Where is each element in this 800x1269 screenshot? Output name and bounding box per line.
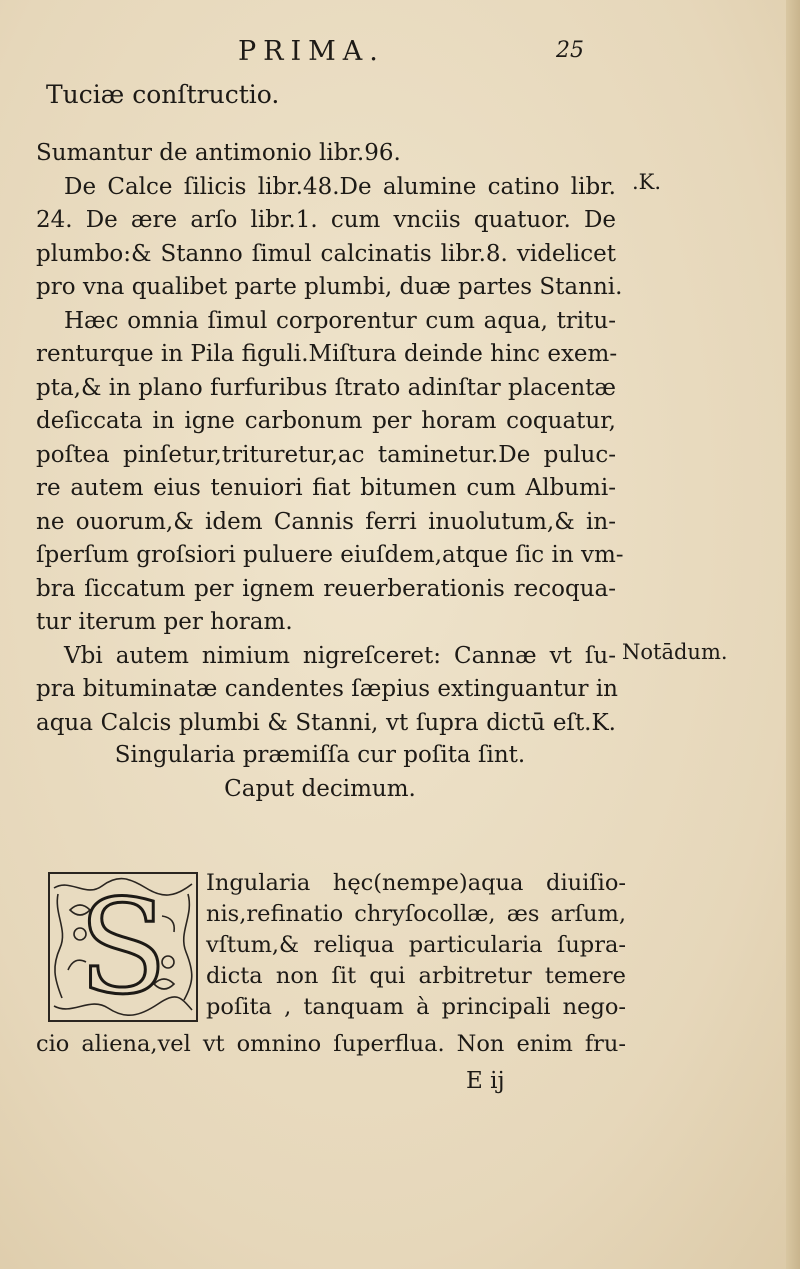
running-head: PRIMA. bbox=[238, 36, 385, 67]
margin-note-k: .K. bbox=[632, 170, 662, 194]
text-line: re autem eius tenuiori fiat bitumen cum Albumi- bbox=[36, 475, 616, 501]
ornament-vine-icon bbox=[50, 874, 196, 1020]
text-line: aqua Calcis plumbi & Stanni, vt ſupra dictū eſt.K. bbox=[36, 709, 616, 736]
text-line: deſiccata in igne carbonum per horam coquatur, bbox=[36, 408, 616, 434]
paragraph-1 bbox=[36, 137, 624, 740]
page-header bbox=[0, 36, 800, 70]
text-line: Vbi autem nimium nigreſceret: Cannæ vt ſu- bbox=[64, 642, 616, 669]
chapter-heading-number: Caput decimum. bbox=[224, 776, 416, 802]
text-line: De Calce ſilicis libr.48.De alumine catino libr. bbox=[64, 173, 616, 200]
page-edge bbox=[786, 0, 800, 1269]
text-line: poſita , tanquam à principali nego- bbox=[206, 994, 626, 1020]
signature-mark: E ij bbox=[466, 1068, 505, 1094]
margin-note-notandum: Notādum. bbox=[622, 640, 728, 664]
text-line: bra ſiccatum per ignem reuerberationis recoqua- bbox=[36, 575, 616, 602]
text-line: plumbo:& Stanno ſimul calcinatis libr.8. videlicet bbox=[36, 240, 616, 267]
text-line: vſtum,& reliqua particularia ſupra- bbox=[206, 932, 626, 958]
section-title: Tuciæ conſtructio. bbox=[46, 80, 280, 109]
page-number: 25 bbox=[556, 38, 584, 63]
text-line: tur iterum per horam. bbox=[36, 609, 293, 635]
text-line: Sumantur de antimonio libr.96. bbox=[36, 140, 401, 166]
text-line: pra bituminatæ candentes ſæpius extinguantur in bbox=[36, 676, 618, 702]
text-line: ne ouorum,& idem Cannis ferri inuolutum,& in- bbox=[36, 508, 616, 535]
text-line: Hæc omnia ſimul corporentur cum aqua, tritu- bbox=[64, 307, 616, 334]
decorated-initial bbox=[48, 872, 198, 1022]
text-line: pro vna qualibet parte plumbi, duæ partes Stanni. bbox=[36, 274, 623, 300]
text-line: pta,& in plano furfuribus ſtrato adinſtar placentæ bbox=[36, 374, 616, 401]
text-line: Ingularia hęc(nempe)aqua diuiſio- bbox=[206, 870, 626, 896]
text-line: 24. De ære arſo libr.1. cum vnciis quatuor. De bbox=[36, 207, 616, 233]
paragraph-2 bbox=[206, 868, 626, 1023]
text-line: ſperſum groſsiori puluere eiuſdem,atque ſic in vm- bbox=[36, 542, 624, 568]
text-line: cio aliena,vel vt omnino ſuperflua. Non enim fru- bbox=[36, 1031, 626, 1057]
text-line: nis,refinatio chryſocollæ, æs arſum, bbox=[206, 901, 626, 927]
text-line: dicta non ſit qui arbitretur temere bbox=[206, 963, 626, 989]
text-line: poſtea pinſetur,trituretur,ac taminetur.De puluc- bbox=[36, 441, 616, 468]
paragraph-2-tail bbox=[36, 1029, 626, 1060]
chapter-heading bbox=[0, 738, 640, 806]
svg-text:S: S bbox=[78, 874, 168, 1020]
text-line: renturque in Pila figuli.Miſtura deinde hinc exem- bbox=[36, 341, 618, 367]
chapter-heading-title: Singularia præmiſſa cur poſita ſint. bbox=[114, 742, 526, 768]
